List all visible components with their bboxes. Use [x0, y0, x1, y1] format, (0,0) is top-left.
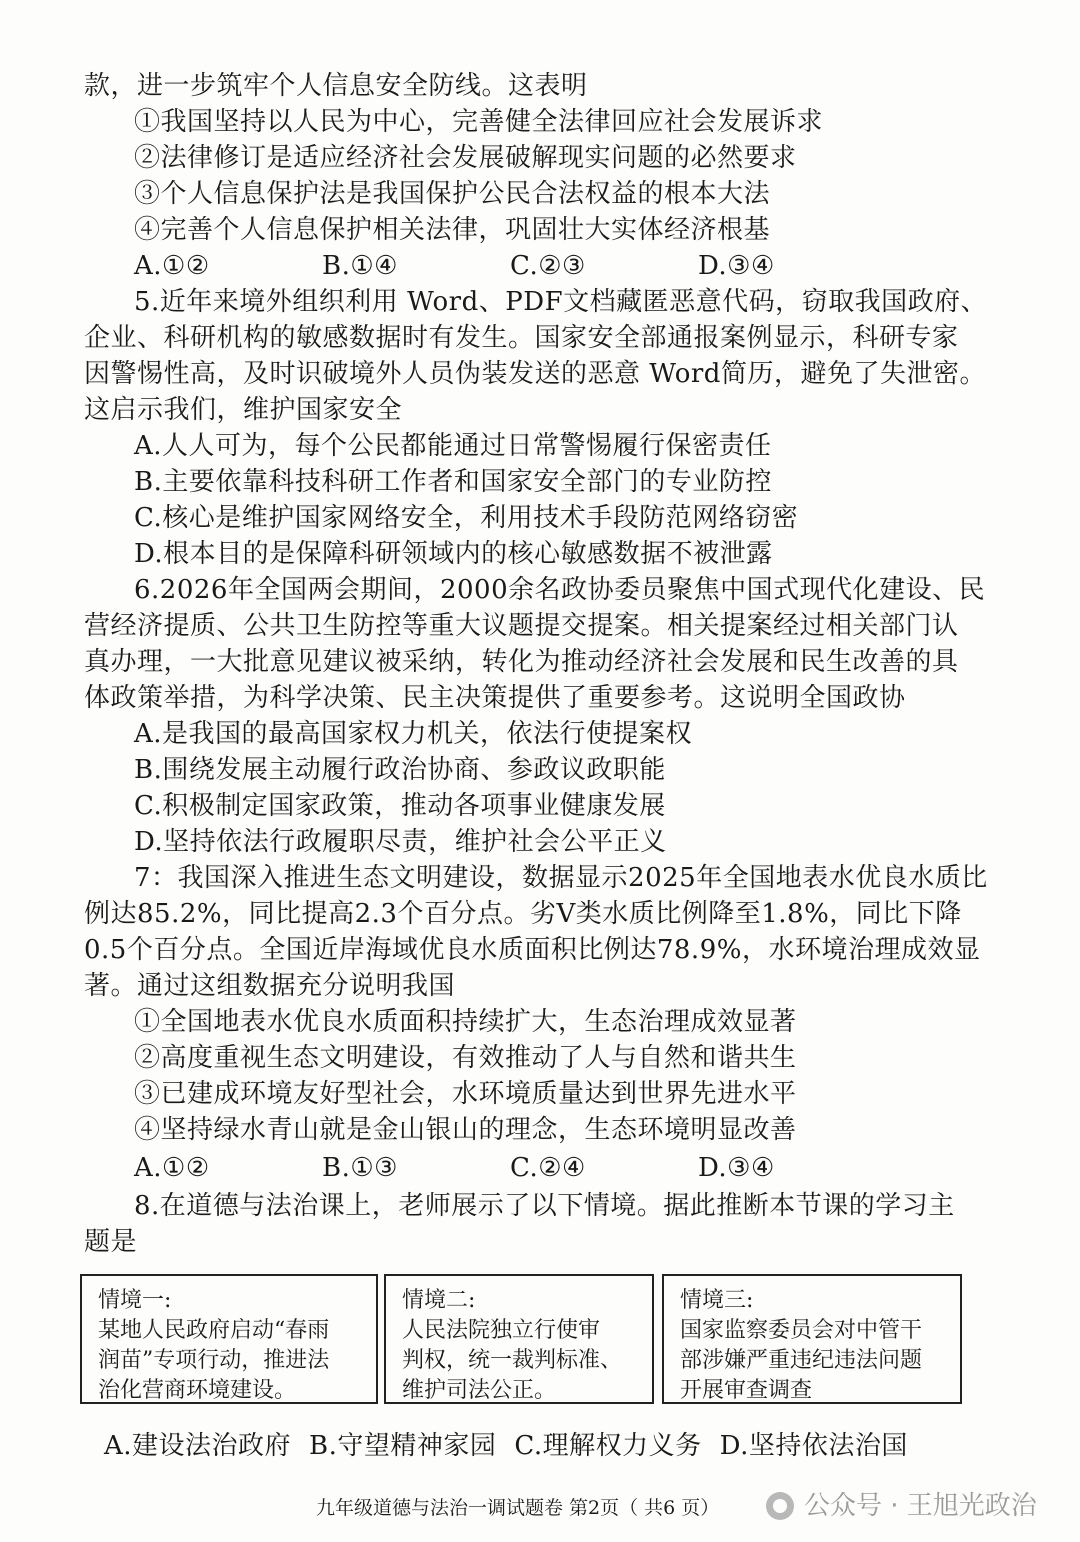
watermark	[766, 1486, 1037, 1526]
q7-statement-4: ④坚持绿水青山就是金山银山的理念，生态环境明显改善	[134, 1115, 797, 1145]
q5-stem-3: 因警惕性高，及时识破境外人员伪装发送的恶意 Word简历，避免了失泄密。	[84, 359, 986, 389]
q5-stem-1: 5.近年来境外组织利用 Word、PDF文档藏匿恶意代码，窃取我国政府、	[134, 287, 988, 317]
q8-option-c: C.理解权力义务	[514, 1431, 702, 1461]
q6-option-b: B.围绕发展主动履行政治协商、参政议政职能	[134, 755, 666, 785]
q5-stem-4: 这启示我们，维护国家安全	[84, 395, 403, 425]
scenario-2-title: 情境二:	[402, 1288, 476, 1313]
q4-statement-4: ④完善个人信息保护相关法律，巩固壮大实体经济根基	[134, 215, 771, 245]
wechat-icon	[766, 1492, 794, 1520]
scenario-boxes	[80, 1274, 962, 1408]
q4-option-a: A.①②	[134, 251, 210, 281]
q4-option-d: D.③④	[698, 251, 775, 281]
scenario-3-line-3: 开展审查调查	[680, 1378, 813, 1403]
scenario-1-line-2: 润苗”专项行动，推进法	[98, 1348, 330, 1373]
q5-option-d: D.根本目的是保障科研领域内的核心敏感数据不被泄露	[134, 539, 773, 569]
scenario-box-2	[384, 1274, 654, 1404]
scenario-2-line-1: 人民法院独立行使审	[402, 1318, 601, 1343]
page-footer: 九年级道德与法治一调试题卷 第2页（ 共6 页）	[316, 1497, 720, 1519]
q5-option-c: C.核心是维护国家网络安全，利用技术手段防范网络窃密	[134, 503, 799, 533]
q8-option-d: D.坚持依法治国	[719, 1431, 908, 1461]
scenario-1-title: 情境一:	[98, 1288, 172, 1313]
q4-option-b: B.①④	[322, 251, 398, 281]
q7-statement-3: ③已建成环境友好型社会，水环境质量达到世界先进水平	[134, 1079, 797, 1109]
q7-option-c: C.②④	[510, 1153, 586, 1183]
q4-option-c: C.②③	[510, 251, 586, 281]
scenario-1-line-1: 某地人民政府启动“春雨	[98, 1318, 330, 1343]
q4-statement-3: ③个人信息保护法是我国保护公民合法权益的根本大法	[134, 179, 771, 209]
scenario-box-3	[662, 1274, 962, 1404]
q6-option-d: D.坚持依法行政履职尽责，维护社会公平正义	[134, 827, 667, 857]
q7-statement-1: ①全国地表水优良水质面积持续扩大，生态治理成效显著	[134, 1007, 797, 1037]
q7-option-b: B.①③	[322, 1153, 398, 1183]
q6-option-a: A.是我国的最高国家权力机关，依法行使提案权	[134, 719, 693, 749]
q8-stem-2: 题是	[84, 1227, 138, 1257]
q7-option-a: A.①②	[134, 1153, 210, 1183]
scenario-3-line-2: 部涉嫌严重违纪违法问题	[680, 1348, 923, 1373]
q7-option-d: D.③④	[698, 1153, 775, 1183]
q4-options	[134, 248, 886, 284]
q4-statement-2: ②法律修订是适应经济社会发展破解现实问题的必然要求	[134, 143, 797, 173]
q5-option-a: A.人人可为，每个公民都能通过日常警惕履行保密责任	[134, 431, 772, 461]
q6-stem-4: 体政策举措，为科学决策、民主决策提供了重要参考。这说明全国政协	[84, 683, 906, 713]
q8-option-a: A.建设法治政府	[104, 1431, 292, 1461]
q6-stem-2: 营经济提质、公共卫生防控等重大议题提交提案。相关提案经过相关部门认	[84, 611, 959, 641]
q5-option-b: B.主要依靠科技科研工作者和国家安全部门的专业防控	[134, 467, 772, 497]
q4-statement-1: ①我国坚持以人民为中心，完善健全法律回应社会发展诉求	[134, 107, 824, 137]
q7-options	[134, 1150, 886, 1186]
scenario-3-line-1: 国家监察委员会对中管干	[680, 1318, 923, 1343]
q6-option-c: C.积极制定国家政策，推动各项事业健康发展	[134, 791, 666, 821]
scenario-3-title: 情境三:	[680, 1288, 754, 1313]
scenario-2-line-2: 判权，统一裁判标准、	[402, 1348, 623, 1373]
scenario-1-line-3: 治化营商环境建设。	[98, 1378, 297, 1403]
q7-stem-1: 7：我国深入推进生态文明建设，数据显示2025年全国地表水优良水质比	[134, 863, 988, 893]
scenario-box-1	[80, 1274, 378, 1404]
q6-stem-1: 6.2026年全国两会期间，2000余名政协委员聚焦中国式现代化建设、民	[134, 575, 986, 605]
q7-stem-3: 0.5个百分点。全国近岸海域优良水质面积比例达78.9%，水环境治理成效显	[84, 935, 981, 965]
q4-stem-tail: 款，进一步筑牢个人信息安全防线。这表明	[84, 71, 588, 101]
scenario-2-line-3: 维护司法公正。	[402, 1378, 557, 1403]
q7-statement-2: ②高度重视生态文明建设，有效推动了人与自然和谐共生	[134, 1043, 797, 1073]
q7-stem-4: 著。通过这组数据充分说明我国	[84, 971, 456, 1001]
q8-option-b: B.守望精神家园	[309, 1431, 497, 1461]
q7-stem-2: 例达85.2%，同比提高2.3个百分点。劣Ⅴ类水质比例降至1.8%，同比下降	[84, 899, 962, 929]
q5-stem-2: 企业、科研机构的敏感数据时有发生。国家安全部通报案例显示，科研专家	[84, 323, 959, 353]
q8-stem-1: 8.在道德与法治课上，老师展示了以下情境。据此推断本节课的学习主	[134, 1191, 955, 1221]
q6-stem-3: 真办理，一大批意见建议被采纳，转化为推动经济社会发展和民生改善的具	[84, 647, 959, 677]
watermark-text: 公众号 · 王旭光政治	[804, 1491, 1037, 1521]
q8-options	[104, 1428, 926, 1464]
